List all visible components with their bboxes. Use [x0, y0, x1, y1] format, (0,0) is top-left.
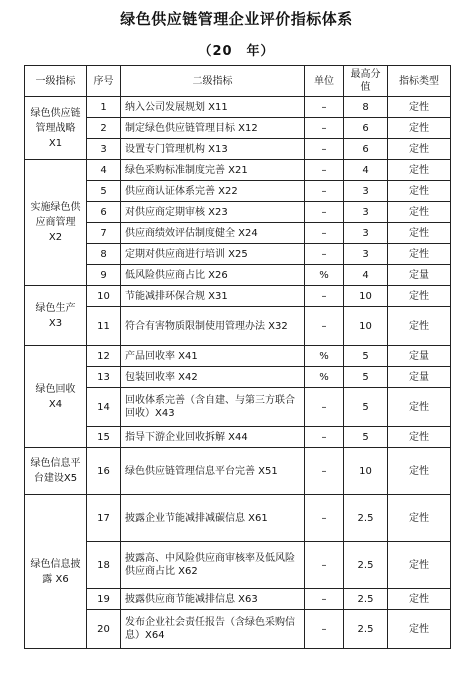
row-number: 9 — [87, 265, 121, 286]
row-item: 定期对供应商进行培训 X25 — [121, 244, 305, 265]
table-row — [25, 448, 451, 495]
row-type: 定性 — [388, 286, 451, 307]
row-item: 披露高、中风险供应商审核率及低风险供应商占比 X62 — [121, 542, 305, 589]
row-type: 定性 — [388, 181, 451, 202]
row-score: 2.5 — [344, 495, 388, 542]
row-number: 4 — [87, 160, 121, 181]
row-type: 定性 — [388, 202, 451, 223]
row-score: 2.5 — [344, 610, 388, 649]
row-item: 符合有害物质限制使用管理办法 X32 — [121, 307, 305, 346]
row-score: 10 — [344, 286, 388, 307]
table-row — [25, 286, 451, 307]
header-level1: 一级指标 — [25, 66, 87, 97]
row-unit: – — [305, 427, 344, 448]
row-number: 7 — [87, 223, 121, 244]
row-item: 纳入公司发展规划 X11 — [121, 97, 305, 118]
row-unit: – — [305, 307, 344, 346]
row-type: 定量 — [388, 265, 451, 286]
row-unit: – — [305, 97, 344, 118]
row-unit: % — [305, 265, 344, 286]
row-unit: – — [305, 495, 344, 542]
table-row — [25, 589, 451, 610]
row-number: 15 — [87, 427, 121, 448]
category-cell: 绿色信息披露 X6 — [25, 495, 87, 649]
row-number: 16 — [87, 448, 121, 495]
row-number: 8 — [87, 244, 121, 265]
row-item: 供应商认证体系完善 X22 — [121, 181, 305, 202]
row-item: 发布企业社会责任报告（含绿色采购信息）X64 — [121, 610, 305, 649]
row-unit: – — [305, 160, 344, 181]
table-row — [25, 610, 451, 649]
row-item: 披露供应商节能减排信息 X63 — [121, 589, 305, 610]
row-unit: – — [305, 388, 344, 427]
row-number: 3 — [87, 139, 121, 160]
row-unit: – — [305, 589, 344, 610]
row-unit: – — [305, 223, 344, 244]
table-row — [25, 307, 451, 346]
row-unit: – — [305, 181, 344, 202]
table-row — [25, 265, 451, 286]
row-item: 低风险供应商占比 X26 — [121, 265, 305, 286]
row-number: 19 — [87, 589, 121, 610]
row-unit: – — [305, 244, 344, 265]
table-row — [25, 160, 451, 181]
row-item: 回收体系完善（含自建、与第三方联合回收）X43 — [121, 388, 305, 427]
table-row — [25, 118, 451, 139]
row-number: 18 — [87, 542, 121, 589]
row-score: 8 — [344, 97, 388, 118]
table-row — [25, 202, 451, 223]
document-title: 绿色供应链管理企业评价指标体系 — [120, 10, 353, 28]
row-number: 17 — [87, 495, 121, 542]
table-row — [25, 181, 451, 202]
row-type: 定性 — [388, 307, 451, 346]
row-item: 对供应商定期审核 X23 — [121, 202, 305, 223]
row-unit: – — [305, 542, 344, 589]
header-max-score: 最高分值 — [344, 66, 388, 97]
table-row — [25, 97, 451, 118]
row-item: 绿色供应链管理信息平台完善 X51 — [121, 448, 305, 495]
row-score: 4 — [344, 160, 388, 181]
row-score: 5 — [344, 367, 388, 388]
row-score: 10 — [344, 307, 388, 346]
table-row — [25, 223, 451, 244]
row-score: 2.5 — [344, 542, 388, 589]
row-score: 5 — [344, 388, 388, 427]
row-score: 3 — [344, 244, 388, 265]
header-level2: 二级指标 — [121, 66, 305, 97]
table-row — [25, 427, 451, 448]
row-type: 定性 — [388, 542, 451, 589]
header-type: 指标类型 — [388, 66, 451, 97]
row-unit: – — [305, 286, 344, 307]
row-type: 定性 — [388, 448, 451, 495]
row-number: 5 — [87, 181, 121, 202]
table-row — [25, 139, 451, 160]
row-item: 节能减排环保合规 X31 — [121, 286, 305, 307]
row-type: 定性 — [388, 610, 451, 649]
table-row — [25, 542, 451, 589]
indicator-table — [24, 65, 451, 649]
row-item: 披露企业节能减排减碳信息 X61 — [121, 495, 305, 542]
table-row — [25, 367, 451, 388]
row-item: 指导下游企业回收拆解 X44 — [121, 427, 305, 448]
table-header-row — [25, 66, 451, 97]
row-number: 13 — [87, 367, 121, 388]
row-unit: – — [305, 610, 344, 649]
row-item: 产品回收率 X41 — [121, 346, 305, 367]
row-score: 5 — [344, 346, 388, 367]
category-cell: 绿色供应链管理战略X1 — [25, 97, 87, 160]
row-item: 设置专门管理机构 X13 — [121, 139, 305, 160]
row-type: 定性 — [388, 97, 451, 118]
row-unit: – — [305, 202, 344, 223]
row-number: 12 — [87, 346, 121, 367]
header-number: 序号 — [87, 66, 121, 97]
row-unit: % — [305, 346, 344, 367]
row-number: 6 — [87, 202, 121, 223]
row-type: 定性 — [388, 388, 451, 427]
row-score: 4 — [344, 265, 388, 286]
row-score: 5 — [344, 427, 388, 448]
row-type: 定性 — [388, 244, 451, 265]
row-unit: % — [305, 367, 344, 388]
row-number: 2 — [87, 118, 121, 139]
row-number: 11 — [87, 307, 121, 346]
category-cell: 实施绿色供应商管理 X2 — [25, 160, 87, 286]
table-row — [25, 495, 451, 542]
row-score: 6 — [344, 139, 388, 160]
table-row — [25, 346, 451, 367]
category-cell: 绿色回收X4 — [25, 346, 87, 448]
row-unit: – — [305, 139, 344, 160]
row-type: 定性 — [388, 589, 451, 610]
row-score: 3 — [344, 181, 388, 202]
row-type: 定性 — [388, 427, 451, 448]
row-type: 定性 — [388, 118, 451, 139]
row-type: 定量 — [388, 346, 451, 367]
row-item: 包装回收率 X42 — [121, 367, 305, 388]
row-type: 定性 — [388, 495, 451, 542]
row-item: 制定绿色供应链管理目标 X12 — [121, 118, 305, 139]
row-score: 10 — [344, 448, 388, 495]
row-score: 3 — [344, 202, 388, 223]
row-type: 定性 — [388, 223, 451, 244]
row-type: 定性 — [388, 160, 451, 181]
category-cell: 绿色生产X3 — [25, 286, 87, 346]
row-unit: – — [305, 118, 344, 139]
row-score: 6 — [344, 118, 388, 139]
row-number: 1 — [87, 97, 121, 118]
row-number: 10 — [87, 286, 121, 307]
row-number: 20 — [87, 610, 121, 649]
row-item: 供应商绩效评估制度健全 X24 — [121, 223, 305, 244]
year-label: （20 年） — [198, 44, 275, 59]
row-score: 3 — [344, 223, 388, 244]
row-number: 14 — [87, 388, 121, 427]
table-row — [25, 244, 451, 265]
row-score: 2.5 — [344, 589, 388, 610]
row-type: 定性 — [388, 139, 451, 160]
header-unit: 单位 — [305, 66, 344, 97]
row-item: 绿色采购标准制度完善 X21 — [121, 160, 305, 181]
category-cell: 绿色信息平台建设X5 — [25, 448, 87, 495]
table-row — [25, 388, 451, 427]
row-type: 定量 — [388, 367, 451, 388]
row-unit: – — [305, 448, 344, 495]
